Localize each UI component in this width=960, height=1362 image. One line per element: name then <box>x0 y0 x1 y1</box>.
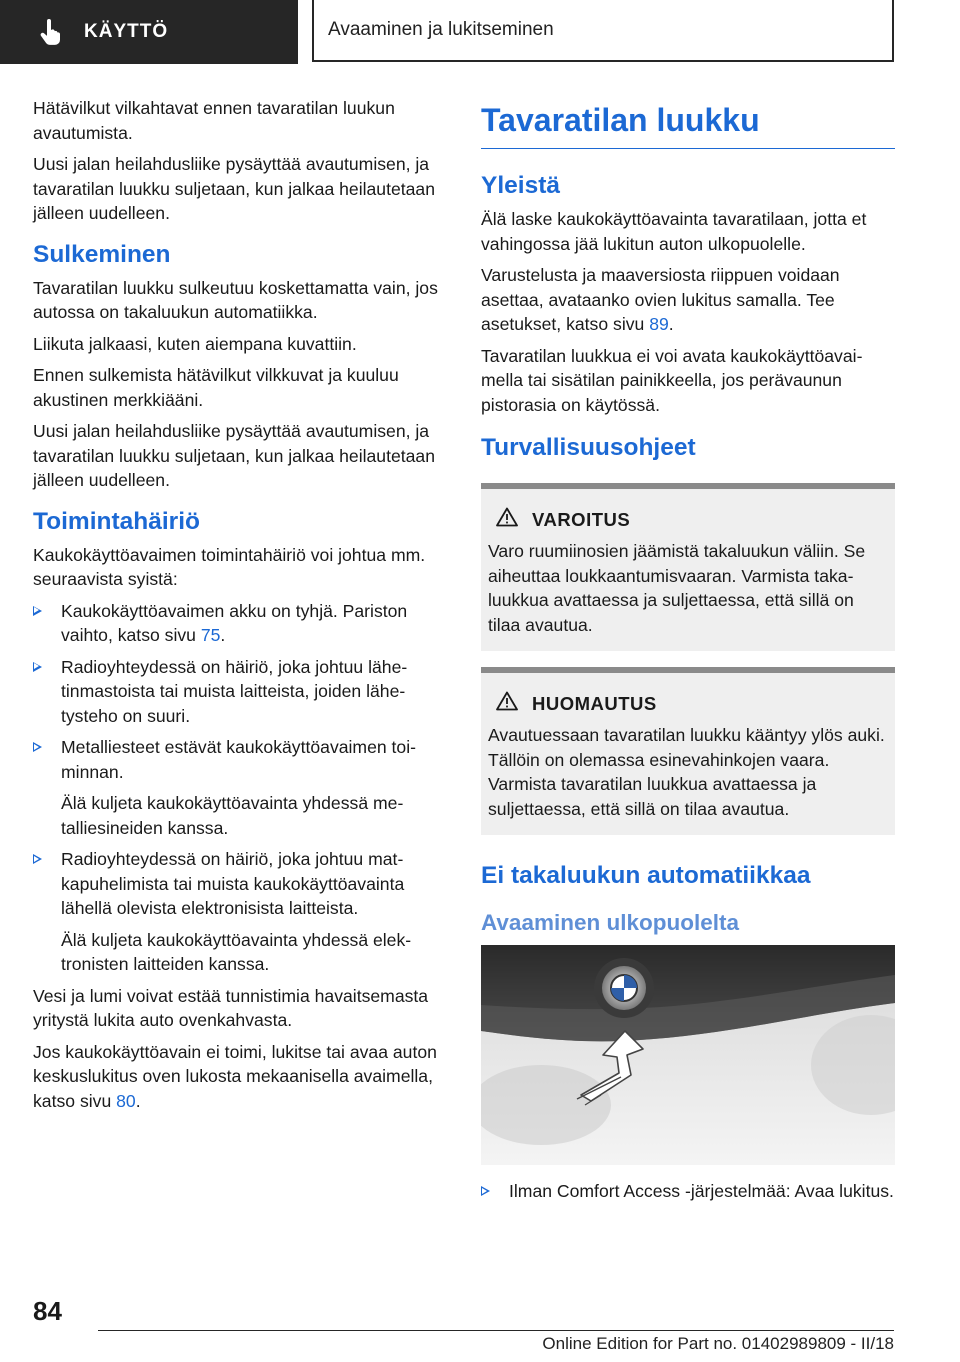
paragraph: Uusi jalan heilahdusliike pysäyttää avautumisen, ja tavaratilan luukku suljetaan, kun jalkaa heilautetaan jälleen uudelleen. <box>33 154 435 223</box>
section-tab <box>0 0 298 64</box>
heading-turvallisuusohjeet: Turvallisuusohjeet <box>481 434 696 461</box>
page-link-75[interactable]: 75 <box>200 625 221 645</box>
paragraph: Liikuta jalkaasi, kuten aiempana kuvattiin. <box>33 333 357 354</box>
list-item: Ilman Comfort Access -järjestelmää: Avaa lukitus. <box>481 1179 895 1204</box>
footer-divider <box>98 1330 894 1331</box>
warning-title: VAROITUS <box>532 508 631 530</box>
list-item: Metalliesteet estävät kaukokäyttöavaimen toiminnan. Älä kuljeta kaukokäyttöavainta yhdessä metalliesineiden kanssa. <box>33 735 446 840</box>
page-section-title: Tavaratilan luukku <box>481 102 895 149</box>
paragraph: Vesi ja lumi voivat estää tunnistimia havaitsemasta yritystä lukita auto ovenkahvasta. <box>33 985 429 1030</box>
paragraph: Jos kaukokäyttöavain ei toimi, lukitse tai avaa auton keskuslukitus oven lukosta mekaanisella avaimella, katso sivu 80. <box>33 1041 437 1111</box>
heading-toimintahairio: Toimintahäiriö <box>33 507 200 535</box>
notice-text: Avautuessaan tavaratilan luukku kääntyy ylös auki. Tällöin on olemassa esinevahinkojen vaara. Varmista tavaratilan luukkua avattaessa ja suljettaessa, että sillä on tilaa avautua. <box>488 725 885 819</box>
heading-yleista: Yleistä <box>481 172 560 199</box>
edition-text: Online Edition for Part no. 01402989809 - II/18 <box>542 1334 894 1353</box>
hand-pointer-icon <box>38 18 64 46</box>
paragraph: Tavaratilan luukkua ei voi avata kaukokäyttöavaimella tai sisätilan painikkeella, jos perävaunun pistorasia on käytössä. <box>481 345 863 415</box>
instruction-list <box>481 1179 895 1204</box>
heading-ei-takaluukun-automatiikkaa: Ei takaluukun automatiikkaa <box>481 862 811 889</box>
heading-sulkeminen: Sulkeminen <box>33 240 171 268</box>
list-sub-paragraph: Älä kuljeta kaukokäyttöavainta yhdessä elektronisten laitteiden kanssa. <box>61 929 412 974</box>
section-label: KÄYTTÖ <box>84 21 169 42</box>
list-item: Radioyhteydessä on häiriö, joka johtuu lähetinmastoista tai muista laitteista, joiden lähetysteho on suuri. <box>33 655 446 729</box>
page-link-80[interactable]: 80 <box>116 1090 136 1111</box>
page-number: 84 <box>33 1296 62 1326</box>
chapter-title: Avaaminen ja lukitseminen <box>312 0 894 62</box>
tailgate-handle-photo <box>481 945 895 1165</box>
triangle-bullet-icon <box>33 742 42 752</box>
paragraph: Uusi jalan heilahdusliike pysäyttää avautumisen, ja tavaratilan luukku suljetaan, kun jalkaa heilautetaan jälleen uudelleen. <box>33 421 435 490</box>
triangle-bullet-icon <box>33 606 42 616</box>
page-link-89[interactable]: 89 <box>649 314 669 334</box>
warning-box <box>481 483 895 651</box>
left-column <box>33 96 446 1120</box>
paragraph: Ennen sulkemista hätävilkut vilkkuvat ja kuuluu akustinen merkkiääni. <box>33 365 399 410</box>
triangle-bullet-icon <box>481 1186 490 1196</box>
list-item: Radioyhteydessä on häiriö, joka johtuu matkapuhelimista tai muista kaukokäyttöavainta lähellä olevista elektronisista laitteista. Älä kuljeta kaukokäyttöavainta yhdessä elektronisten laitteiden kanssa. <box>33 847 446 977</box>
warning-text: Varo ruumiinosien jäämistä takaluukun väliin. Se aiheuttaa loukkaantumisvaaran. Varmista takaluukkua avattaessa ja suljettaessa, että sillä on tilaa avautua. <box>488 541 866 635</box>
right-column <box>481 96 895 1211</box>
triangle-bullet-icon <box>33 854 42 864</box>
cause-list <box>33 599 446 977</box>
heading-avaaminen-ulkopuolelta: Avaaminen ulkopuolelta <box>481 910 739 935</box>
warning-triangle-icon <box>496 507 518 532</box>
warning-triangle-icon <box>496 691 518 716</box>
paragraph: Varustelusta ja maaversiosta riippuen voidaan asettaa, avataanko ovien lukitus samalla. Tee asetukset, katso sivu 89. <box>481 265 840 334</box>
paragraph: Älä laske kaukokäyttöavainta tavaratilaan, jotta et vahingossa jää lukitun auton ulkopuolelle. <box>481 209 867 254</box>
paragraph: Kaukokäyttöavaimen toimintahäiriö voi johtua mm. seuraavista syistä: <box>33 544 426 589</box>
list-item: Kaukokäyttöavaimen akku on tyhjä. Pariston vaihto, katso sivu 75. <box>33 599 446 648</box>
list-sub-paragraph: Älä kuljeta kaukokäyttöavainta yhdessä metalliesineiden kanssa. <box>61 793 404 838</box>
paragraph: Tavaratilan luukku sulkeutuu koskettamatta vain, jos autossa on takaluukun automatiikka. <box>33 277 438 322</box>
notice-box <box>481 667 895 835</box>
triangle-bullet-icon <box>33 662 42 672</box>
paragraph: Hätävilkut vilkahtavat ennen tavaratilan luukun avautumista. <box>33 98 395 143</box>
notice-title: HUOMAUTUS <box>532 692 657 714</box>
